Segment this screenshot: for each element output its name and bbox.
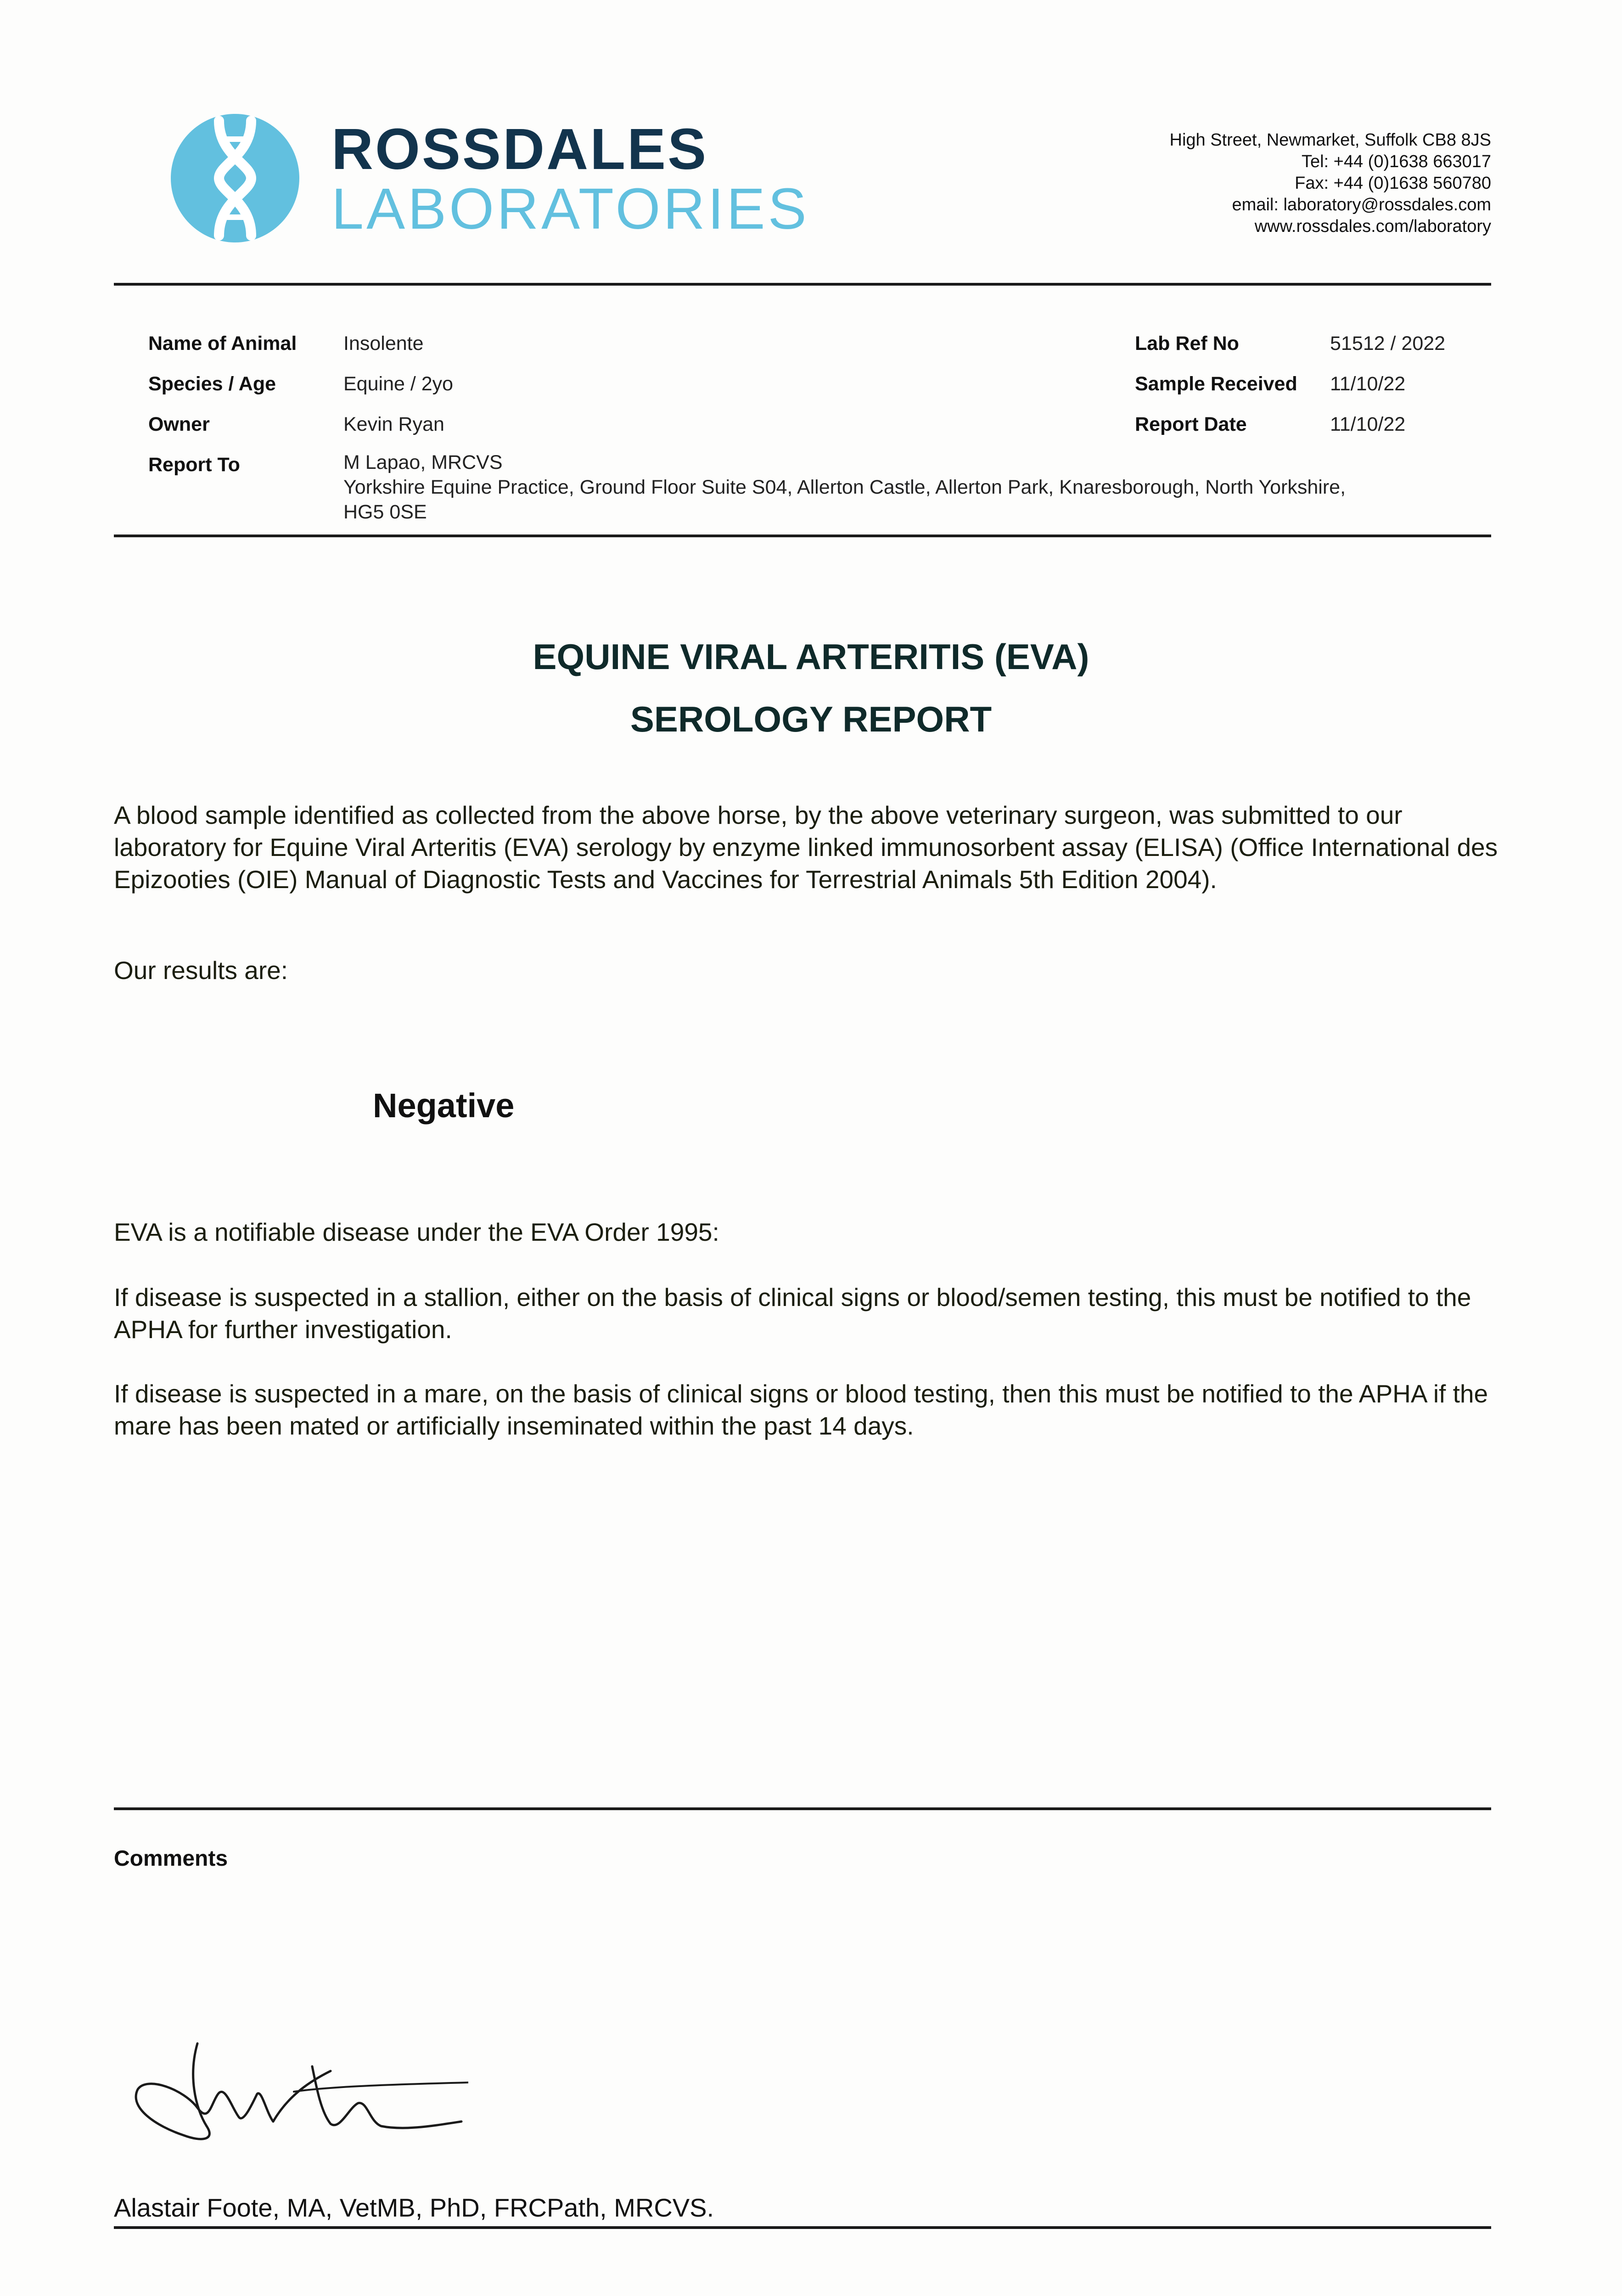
brand-subtitle: LABORATORIES [331,176,809,241]
results-intro: Our results are: [114,956,288,985]
signature [119,2039,468,2149]
sample-received-value: 11/10/22 [1330,373,1406,395]
report-to-address: Yorkshire Equine Practice, Ground Floor Suite S04, Allerton Castle, Allerton Park, Knaresborough, North Yorkshire, [343,476,1346,498]
result-value: Negative [373,1086,515,1125]
report-title-line1: EQUINE VIRAL ARTERITIS (EVA) [533,636,1089,677]
owner-value: Kevin Ryan [343,413,444,435]
comments-label: Comments [114,1846,228,1871]
report-date-value: 11/10/22 [1330,413,1406,435]
fax: Fax: +44 (0)1638 560780 [1295,174,1491,193]
report-to-label: Report To [148,454,240,476]
notifiable-note: EVA is a notifiable disease under the EVA Order 1995: [114,1218,719,1246]
report-title-line2: SEROLOGY REPORT [630,699,992,739]
report-to-postcode: HG5 0SE [343,501,427,523]
lab-ref-label: Lab Ref No [1135,332,1239,355]
animal-name-value: Insolente [343,332,424,355]
report-date-label: Report Date [1135,413,1247,435]
report-title [0,625,1622,750]
signer-name: Alastair Foote, MA, VetMB, PhD, FRCPath, MRCVS. [114,2193,714,2222]
email-link[interactable]: email: laboratory@rossdales.com [1232,195,1491,214]
brand-name: ROSSDALES [331,117,708,181]
animal-name-label: Name of Animal [148,332,297,355]
address: High Street, Newmarket, Suffolk CB8 8JS [1169,130,1491,150]
website-link[interactable]: www.rossdales.com/laboratory [1254,217,1491,236]
report-to-vet: M Lapao, MRCVS [343,451,503,473]
comments-divider [114,1807,1491,1810]
intro-paragraph: A blood sample identified as collected from the above horse, by the above veterinary surgeon, was submitted to our laboratory for Equine Viral Arteritis (EVA) serology by enzyme linked immunosorbent assay (ELISA) (Office International des Epizooties (OIE) Manual of Diagnostic Tests and Vaccines for Terrestrial Animals 5th Edition 2004). [114,801,1498,894]
mare-note: If disease is suspected in a mare, on the basis of clinical signs or blood testing, then this must be notified to the APHA if the mare has been mated or artificially inseminated within the past 14 days. [114,1379,1488,1440]
lab-ref-value: 51512 / 2022 [1330,332,1446,355]
sample-received-label: Sample Received [1135,373,1297,395]
details-divider [114,535,1491,537]
dna-helix-icon [171,114,299,242]
footer-divider [114,2226,1491,2229]
species-age-value: Equine / 2yo [343,373,454,395]
phone: Tel: +44 (0)1638 663017 [1301,152,1491,171]
owner-label: Owner [148,413,210,435]
species-age-label: Species / Age [148,373,276,395]
report-to-value [343,450,1622,524]
contact-block [1170,129,1491,237]
header-divider [114,283,1491,286]
stallion-note: If disease is suspected in a stallion, either on the basis of clinical signs or blood/semen testing, this must be notified to the APHA for further investigation. [114,1283,1471,1344]
